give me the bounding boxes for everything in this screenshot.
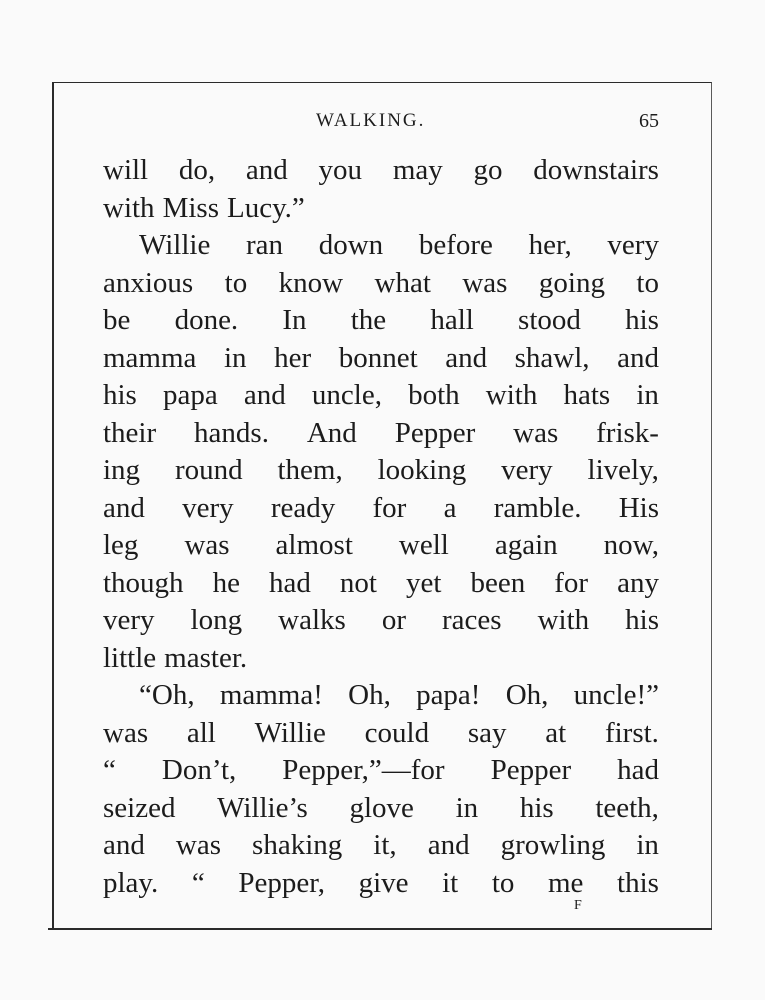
word: Pepper <box>394 416 476 449</box>
word: Don’t, <box>161 754 237 786</box>
word: walks <box>278 604 346 636</box>
text-line <box>103 565 659 603</box>
word: lively, <box>587 454 659 486</box>
word: it <box>442 866 459 899</box>
word: or <box>381 604 406 636</box>
word: and <box>245 154 288 186</box>
word: anxious <box>103 266 194 299</box>
word: Willie <box>139 229 211 261</box>
text-line <box>103 265 659 303</box>
word: give <box>358 866 409 899</box>
word: again <box>494 529 558 561</box>
word: go <box>473 154 503 186</box>
word: And <box>306 416 357 449</box>
word: with <box>537 604 590 636</box>
word: master. <box>164 641 248 674</box>
word: with <box>485 379 538 411</box>
word: for <box>372 491 407 524</box>
word: very <box>607 229 659 261</box>
word: Pepper <box>490 754 572 786</box>
word: papa! <box>416 679 481 711</box>
word: papa <box>162 379 218 411</box>
word: to <box>491 866 515 899</box>
word: had <box>269 566 311 599</box>
text-line <box>103 415 659 453</box>
word: will <box>103 154 149 186</box>
text-line <box>103 490 659 528</box>
word: know <box>278 266 344 299</box>
word: leg <box>103 529 139 561</box>
text-line <box>103 677 659 715</box>
word: though <box>103 566 184 599</box>
body-text <box>103 152 659 902</box>
word: Oh, <box>348 679 391 711</box>
word: mamma <box>103 341 197 374</box>
word: to <box>636 266 659 299</box>
word: yet <box>406 566 442 599</box>
word: for <box>554 566 589 599</box>
word: glove <box>349 791 414 824</box>
word: long <box>190 604 243 636</box>
word: and <box>445 341 488 374</box>
word: say <box>467 716 507 749</box>
text-line <box>103 602 659 640</box>
text-line <box>103 190 659 228</box>
word: play. <box>103 866 159 899</box>
word: their <box>103 416 157 449</box>
word: and <box>103 829 145 861</box>
word: hall <box>430 304 474 336</box>
word: downstairs <box>533 154 659 186</box>
word: in <box>223 341 247 374</box>
word: his <box>519 791 554 824</box>
text-line <box>103 827 659 865</box>
word: was <box>184 529 230 561</box>
bottom-rule <box>48 928 712 930</box>
text-line <box>103 865 659 903</box>
word: her <box>274 341 312 374</box>
word: His <box>618 491 659 524</box>
word: in <box>636 829 659 861</box>
word: and <box>617 341 659 374</box>
word: teeth, <box>595 791 659 824</box>
word: Willie’s <box>217 791 308 824</box>
word: hats <box>563 379 611 411</box>
word: was <box>513 416 559 449</box>
text-line <box>103 640 659 678</box>
word: bonnet <box>338 341 418 374</box>
word: them, <box>277 454 343 486</box>
page-number: 65 <box>639 110 659 132</box>
word: was <box>103 716 149 749</box>
word: well <box>398 529 449 561</box>
word: “ <box>191 866 205 899</box>
word: and <box>103 491 145 524</box>
text-line <box>103 377 659 415</box>
word: his <box>103 379 137 411</box>
text-line <box>103 452 659 490</box>
word: hands. <box>194 416 269 449</box>
text-line <box>103 302 659 340</box>
word: been <box>470 566 526 599</box>
word: was <box>462 266 508 299</box>
word: going <box>538 266 605 299</box>
word: In <box>282 304 307 336</box>
word: me <box>547 866 584 899</box>
word: very <box>103 604 155 636</box>
word: races <box>442 604 502 636</box>
word: could <box>364 716 430 749</box>
word: stood <box>518 304 581 336</box>
text-line <box>103 752 659 790</box>
word: may <box>392 154 443 186</box>
word: uncle, <box>311 379 382 411</box>
word: Pepper,”—for <box>282 754 445 786</box>
word: Pepper, <box>238 866 325 899</box>
word: and <box>243 379 286 411</box>
word: done. <box>174 304 239 336</box>
word: to <box>224 266 248 299</box>
text-line <box>103 527 659 565</box>
word: at <box>545 716 567 749</box>
word: it, <box>373 829 397 861</box>
word: not <box>339 566 377 599</box>
word: a <box>443 491 457 524</box>
word: now, <box>603 529 659 561</box>
word: looking <box>377 454 467 486</box>
word: shawl, <box>514 341 590 374</box>
word: frisk- <box>596 416 659 449</box>
word: ready <box>270 491 336 524</box>
word: ing <box>103 454 141 486</box>
text-line <box>103 227 659 265</box>
word: this <box>617 866 659 899</box>
word: both <box>408 379 460 411</box>
word: with <box>103 191 155 224</box>
word: little <box>103 641 157 674</box>
word: and <box>427 829 470 861</box>
word: his <box>625 604 659 636</box>
word: do, <box>178 154 216 186</box>
word: what <box>374 266 431 299</box>
word: very <box>501 454 553 486</box>
word: very <box>182 491 234 524</box>
word: round <box>174 454 243 486</box>
word: had <box>617 754 659 786</box>
word: in <box>636 379 659 411</box>
word: uncle!” <box>573 679 659 711</box>
word: first. <box>604 716 659 749</box>
word: almost <box>275 529 353 561</box>
text-line <box>103 340 659 378</box>
word: any <box>617 566 659 599</box>
word: ran <box>246 229 284 261</box>
word: “Oh, <box>139 679 195 711</box>
word: was <box>175 829 222 861</box>
word: ramble. <box>493 491 582 524</box>
word: he <box>212 566 240 599</box>
word: mamma! <box>219 679 323 711</box>
word: seized <box>103 791 176 824</box>
word: before <box>418 229 493 261</box>
word: be <box>103 304 131 336</box>
word: the <box>350 304 387 336</box>
word: Willie <box>254 716 326 749</box>
word: his <box>625 304 659 336</box>
signature-mark: F <box>574 898 582 913</box>
word: growling <box>500 829 606 861</box>
word: all <box>186 716 216 749</box>
word: Miss <box>162 191 219 224</box>
word: down <box>318 229 384 261</box>
running-head: WALKING. <box>316 110 426 131</box>
text-line <box>103 790 659 828</box>
word: you <box>318 154 363 186</box>
word: Lucy.” <box>226 191 305 224</box>
word: in <box>455 791 479 824</box>
word: Oh, <box>505 679 549 711</box>
word: “ <box>103 754 116 786</box>
word: her, <box>528 229 572 261</box>
text-line <box>103 715 659 753</box>
text-line <box>103 152 659 190</box>
word: shaking <box>252 829 343 861</box>
